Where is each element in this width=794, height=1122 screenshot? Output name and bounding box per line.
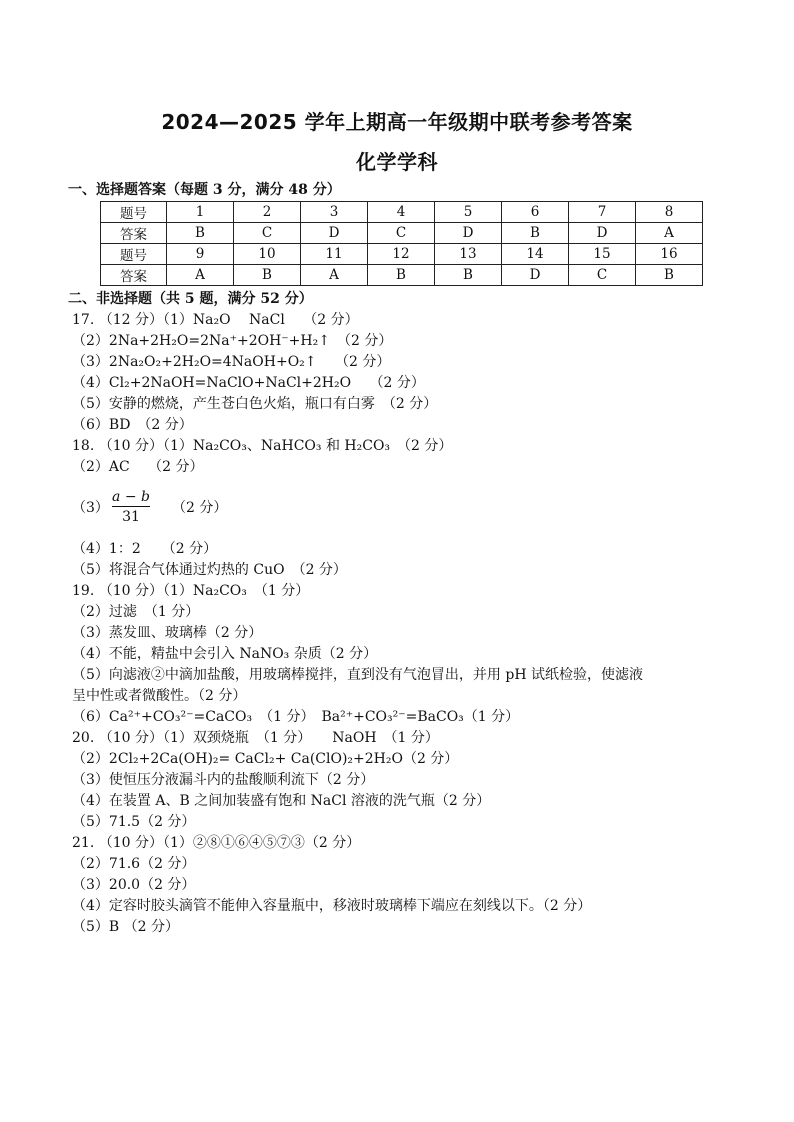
table-cell: D <box>301 223 368 244</box>
answer-line: （3）使恒压分液漏斗内的盐酸顺利流下（2 分） <box>72 772 375 788</box>
table-cell: B <box>368 265 435 286</box>
answer-table <box>100 201 703 286</box>
table-cell: 6 <box>502 202 569 223</box>
table-row <box>101 244 703 265</box>
answer-line: （4）1：2 （2 分） <box>72 541 218 557</box>
answer-line: （6）Ca²⁺+CO₃²⁻=CaCO₃ （1 分） Ba²⁺+CO₃²⁻=BaCO₃（1 分） <box>72 709 520 725</box>
section1-heading: 一、选择题答案（每题 3 分，满分 48 分） <box>68 182 341 198</box>
table-cell: 9 <box>167 244 234 265</box>
table-cell: A <box>167 265 234 286</box>
table-cell: A <box>636 223 703 244</box>
table-row <box>101 265 703 286</box>
table-cell: 13 <box>435 244 502 265</box>
table-cell: D <box>435 223 502 244</box>
answer-line: （3）2Na₂O₂+2H₂O=4NaOH+O₂↑ （2 分） <box>72 354 391 370</box>
table-cell: B <box>502 223 569 244</box>
answer-line: （5）安静的燃烧，产生苍白色火焰，瓶口有白雾 （2 分） <box>72 396 438 412</box>
table-cell: C <box>234 223 301 244</box>
answer-line: （2）过滤 （1 分） <box>72 604 200 620</box>
table-cell: A <box>301 265 368 286</box>
answer-line: （2）71.6（2 分） <box>72 856 196 872</box>
table-cell: C <box>368 223 435 244</box>
table-cell: 10 <box>234 244 301 265</box>
table-cell: 15 <box>569 244 636 265</box>
answer-line: （5）B （2 分） <box>72 919 180 935</box>
table-cell: 5 <box>435 202 502 223</box>
table-cell: 答案 <box>101 223 167 244</box>
table-cell: 答案 <box>101 265 167 286</box>
table-cell: 题号 <box>101 202 167 223</box>
table-cell: 14 <box>502 244 569 265</box>
subject-title: 化学学科 <box>356 150 438 174</box>
answer-line: 19. （10 分）（1）Na₂CO₃ （1 分） <box>72 583 310 599</box>
answer-line: 18. （10 分）（1）Na₂CO₃、NaHCO₃ 和 H₂CO₃ （2 分） <box>72 438 453 454</box>
answer-line: （6）BD （2 分） <box>72 417 193 433</box>
page-title: 2024—2025 学年上期高一年级期中联考参考答案 <box>161 110 633 134</box>
fraction-suffix: （2 分） <box>172 500 228 516</box>
answer-line: （4）定容时胶头滴管不能伸入容量瓶中，移液时玻璃棒下端应在刻线以下。（2 分） <box>72 898 592 914</box>
table-cell: 3 <box>301 202 368 223</box>
table-cell: 12 <box>368 244 435 265</box>
fraction-prefix: （3） <box>72 500 109 516</box>
answer-line: 呈中性或者微酸性。（2 分） <box>72 688 247 704</box>
table-cell: 7 <box>569 202 636 223</box>
table-cell: 1 <box>167 202 234 223</box>
answer-line: （5）将混合气体通过灼热的 CuO （2 分） <box>72 562 347 578</box>
answer-line: （2）2Cl₂+2Ca(OH)₂= CaCl₂+ Ca(ClO)₂+2H₂O（2 分） <box>72 751 459 767</box>
fraction-numerator: a − b <box>112 489 150 505</box>
fraction <box>112 489 150 525</box>
answer-line: 21. （10 分）（1）②⑧①⑥④⑤⑦③（2 分） <box>72 835 361 851</box>
answer-line: （3）20.0（2 分） <box>72 877 196 893</box>
table-cell: B <box>234 265 301 286</box>
table-cell: B <box>435 265 502 286</box>
table-cell: 2 <box>234 202 301 223</box>
answer-line: 17. （12 分）（1）Na₂O NaCl （2 分） <box>72 312 359 328</box>
table-cell: 8 <box>636 202 703 223</box>
table-cell: 题号 <box>101 244 167 265</box>
answer-line: （2）AC （2 分） <box>72 459 204 475</box>
table-cell: 16 <box>636 244 703 265</box>
table-cell: 11 <box>301 244 368 265</box>
table-cell: D <box>502 265 569 286</box>
table-cell: C <box>569 265 636 286</box>
section2-heading: 二、非选择题（共 5 题，满分 52 分） <box>68 291 313 307</box>
answer-line: （2）2Na+2H₂O=2Na⁺+2OH⁻+H₂↑ （2 分） <box>72 333 393 349</box>
answer-line: （5）71.5（2 分） <box>72 814 196 830</box>
answer-line: （4）不能，精盐中会引入 NaNO₃ 杂质（2 分） <box>72 646 378 662</box>
table-row <box>101 223 703 244</box>
fraction-denominator: 31 <box>122 509 140 525</box>
table-cell: D <box>569 223 636 244</box>
answer-line: （5）向滤液②中滴加盐酸，用玻璃棒搅拌，直到没有气泡冒出，并用 pH 试纸检验，使滤液 <box>72 667 643 683</box>
answer-line: （3）蒸发皿、玻璃棒（2 分） <box>72 625 263 641</box>
table-cell: B <box>636 265 703 286</box>
answer-line: （4）Cl₂+2NaOH=NaClO+NaCl+2H₂O （2 分） <box>72 375 425 391</box>
table-cell: 4 <box>368 202 435 223</box>
table-cell: B <box>167 223 234 244</box>
answer-line: （4）在装置 A、B 之间加装盛有饱和 NaCl 溶液的洗气瓶（2 分） <box>72 793 491 809</box>
table-row <box>101 202 703 223</box>
answer-line: 20. （10 分）（1）双颈烧瓶 （1 分） NaOH （1 分） <box>72 730 439 746</box>
